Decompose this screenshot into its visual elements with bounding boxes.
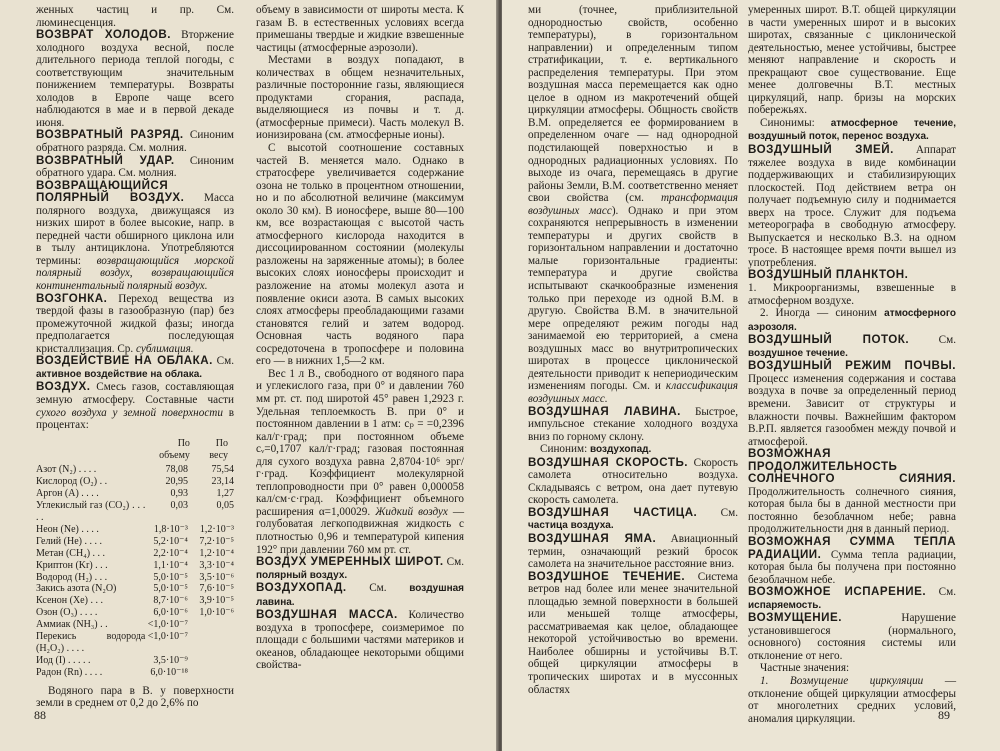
table-cell: Перекись водорода (H₂O₂) . . . . — [36, 631, 146, 654]
entry-headword: ВОЗМОЖНОЕ ИСПАРЕНИЕ. — [748, 585, 927, 599]
table-row — [36, 595, 234, 607]
table-row — [36, 667, 234, 679]
table-cell: 5,2·10⁻⁴ — [153, 535, 188, 547]
entry-headword: ВОЗДУШНЫЙ ПОТОК. — [748, 333, 910, 347]
table-cell: Радон (Rn) . . . . — [36, 666, 103, 678]
table-cell: 3,9·10⁻⁵ — [199, 595, 234, 607]
paragraph-text: ми (точнее, приблизительной однородностью свойств, особенно температуры), в горизонтальном направлении) и определенным типом стратификации, т. е. вертикального распределения температуры. При этом воздушная масса перемещается как одно целое в одном из макротечений общей циркуляции атмосферы. Общность свойств В.М. определяется ее формированием в определенном очаге — над однородной подстилающей поверхностью и в однородных радиационных условиях. По выходе из очага, перемещаясь в другие районы Земли, В.М. соответственно меняет свои свойства (см. — [528, 4, 738, 205]
entry-definition: Смесь газов, составляющая земную атмосферу. Составные части — [36, 381, 234, 406]
table-header: По весу — [209, 437, 228, 461]
entry-headword: ВОЗМОЖНАЯ СУММА ТЕПЛА РАДИАЦИИ. — [748, 534, 956, 561]
entry-cross-reference: атмосферного аэрозоля. — [748, 308, 957, 333]
dictionary-entry — [36, 129, 234, 154]
table-row — [36, 619, 234, 631]
table-cell: 0,03 — [170, 500, 188, 512]
dictionary-entry — [36, 293, 234, 356]
table-cell: 1,2·10⁻⁴ — [199, 547, 234, 559]
paragraph-text: ). Однако и при этом сохраняются непрерывность в изменении температуры и других свойств в горизонтальном направлении и достаточно малые горизонтальные градиенты: температура и другие свойства испытывают скачкообразные изменения только при переходе из одной В.М. в другую. Свойства В.М. в значительной мере определяют режим погоды над занимаемой ею территорией, а смена воздушных масс во внутритропических широтах в процессе циклонической деятельности приводит к непериодическим изменениям погоды. См. и — [528, 204, 738, 393]
table-cell: 8,7·10⁻⁶ — [153, 595, 188, 607]
dictionary-entry — [748, 536, 956, 586]
table-cell: 23,14 — [211, 476, 234, 488]
text-paragraph: женных частиц и пр. См. люминесценция. — [36, 4, 234, 29]
entry-definition: Система ветров над более или менее значительной площадью земной поверхности в большей или меньшей толще атмосферы, рассматриваемая как целое, обладающее некоторой устойчивостью во времени. Наиболее обширны и устойчивы В.Т. общей циркуляции атмосферы в тропических широтах и в муссонных областях — [528, 570, 738, 696]
dictionary-entry — [256, 582, 464, 609]
entry-headword: ВОЗДЕЙСТВИЕ НА ОБЛАКА. — [36, 354, 213, 368]
entry-sense — [748, 307, 956, 334]
table-header: По объему — [159, 437, 190, 461]
table-row — [36, 583, 234, 595]
entry-headword: ВОЗДУШНЫЙ РЕЖИМ ПОЧВЫ. — [748, 359, 956, 373]
table-cell: 1,8·10⁻³ — [153, 523, 188, 535]
entry-italic-terms: возвращающийся морской полярный воздух, возвращающийся континентальный полярный воздух. — [36, 254, 235, 293]
dictionary-entry — [36, 29, 234, 129]
table-header-row — [36, 438, 234, 465]
entry-see: Синоним: — [540, 443, 588, 456]
dictionary-entry — [748, 448, 956, 536]
table-row — [36, 536, 234, 548]
entry-cross-reference: воздушное течение. — [748, 347, 848, 359]
dictionary-entry — [36, 355, 234, 381]
entry-headword: ВОЗДУШНАЯ СКОРОСТЬ. — [528, 455, 689, 469]
entry-italic-term: Жидкий воздух — [375, 505, 448, 518]
left-page-column-2 — [256, 4, 464, 672]
entry-headword: ВОЗВРАТНЫЙ РАЗРЯД. — [36, 128, 184, 142]
entry-definition: Аппарат тяжелее воздуха в виде комбинации поддерживающих и стабилизирующих плоскостей. Под действием ветра он получает подъемную силу и поднимается вверх на тросе. Служит для подъема метеорографа в свободную атмосферу. Выпускается и несколько В.З. на одном тросе. В настоящее время почти вышел из употребления. — [748, 144, 956, 269]
entry-headword: ВОЗДУШНЫЙ ПЛАНКТОН. — [748, 268, 909, 282]
dictionary-entry — [36, 381, 234, 431]
entry-headword: ВОЗДУШНАЯ ЧАСТИЦА. — [528, 505, 698, 519]
dictionary-entry — [256, 556, 464, 582]
dictionary-entry — [748, 360, 956, 448]
entry-definition: Переход вещества из твердой фазы в газообразную (пар) без промежуточной жидкой фазы; иногда предполагается последующая кристаллизация. Ср. — [36, 292, 234, 355]
entry-definition: Количество воздуха в тропосфере, соизмеримое по площади с большими частями материков и океанов, обладающее некоторыми общими свойства- — [256, 609, 464, 672]
paragraph-text: — отклонение общей циркуляции атмосферы от многолетних средних условий, аномалия циркуляции. — [748, 674, 957, 725]
table-cell — [196, 619, 234, 631]
table-cell: 7,2·10⁻⁵ — [199, 535, 234, 547]
paragraph-text: 2. Иногда — синоним — [760, 307, 877, 320]
entry-headword: ВОЗВРАЩАЮЩИЙСЯ ПОЛЯРНЫЙ ВОЗДУХ. — [36, 178, 185, 205]
table-row — [36, 464, 234, 476]
table-cell: 75,54 — [211, 464, 234, 476]
table-header — [36, 438, 145, 465]
entry-sense: 1. Микроорганизмы, взвешенные в атмосферном воздухе. — [748, 282, 956, 307]
table-cell: Гелий (He) . . . . — [36, 535, 102, 547]
table-cell: Аммиак (NH₃) . . — [36, 619, 108, 631]
table-row — [36, 572, 234, 584]
table-cell: 5,0·10⁻⁵ — [153, 583, 188, 595]
table-cell: Закись азота (N₂O) — [36, 583, 117, 595]
table-cell: Иод (I) . . . . . — [36, 654, 91, 666]
entry-definition-tail: в процентах: — [36, 406, 234, 432]
table-cell: 5,0·10⁻⁵ — [153, 571, 188, 583]
right-page-column-2 — [748, 4, 956, 725]
table-cell: 0,05 — [216, 500, 234, 512]
table-cell: Кислород (O₂) . . — [36, 476, 108, 488]
text-paragraph: С высотой соотношение составных частей В. меняется мало. Однако в стратосфере увеличивается содержание озона не только в процентном отношении, но и по абсолютной величине (максимум около 30 км). В ионосфере, выше 80—100 км, все возрастающая с высотой часть атмосферного кислорода находится в диссоциированном состоянии (молекулы разложены на заряженные атомы); в более высоких слоях ионосферы происходит и разложение на атомы молекул азота и появление окиси азота. В самых высоких слоях атмосферы преобладающими газами становятся гелий и затем водород. Основная часть водяного пара сосредоточена в тропосфере и половина его — в нижних 1,5—2 км. — [256, 142, 464, 368]
entry-definition: Вторжение холодного воздуха весной, после длительного периода теплой погоды, с соответствующим значительным понижением температуры. Возвраты холодов в Европе чаще всего наблюдаются в мае и в первой декаде июня. — [36, 29, 234, 129]
entry-headword: ВОЗМОЖНАЯ ПРОДОЛЖИТЕЛЬНОСТЬ СОЛНЕЧНОГО СИЯНИЯ. — [748, 447, 956, 486]
paragraph-text: — голубоватая легкоподвижная жидкость с плотностью 0,96 и температурой кипения 192° при давлении 760 мм рт. ст. — [256, 505, 465, 556]
table-cell: 20,95 — [165, 476, 188, 488]
text-paragraph: Водяного пара в В. у поверхности земли в среднем от 0,2 до 2,6% по — [36, 684, 234, 710]
table-cell: Азот (N₂) . . . . — [36, 464, 97, 476]
entry-headword: ВОЗВРАТНЫЙ УДАР. — [36, 153, 175, 167]
entry-definition: Быстрое, импульсное стекание холодного воздуха вниз по горному склону. — [528, 405, 738, 443]
entry-definition: Скорость самолета относительно воздуха. Складываясь с ветром, она дает путевую скорость самолета. — [528, 456, 738, 507]
entry-cross-reference: полярный воздух. — [256, 569, 348, 581]
table-row — [36, 655, 234, 667]
entry-definition: Авиационный термин, означающий резкий бросок самолета на значительное расстояние вниз. — [528, 532, 738, 571]
entry-cross-reference: атмосферное течение, воздушный поток, перенос воздуха. — [748, 117, 956, 143]
table-cell: 0,93 — [170, 488, 188, 500]
entry-headword: ВОЗДУШНЫЙ ЗМЕЙ. — [748, 143, 894, 157]
table-cell: <1,0·10⁻⁷ — [147, 631, 188, 643]
entry-see: См. — [446, 556, 464, 569]
entry-see: См. — [938, 586, 957, 599]
dictionary-entry — [36, 180, 234, 293]
table-row — [36, 631, 234, 655]
table-row — [36, 488, 234, 500]
table-row — [36, 548, 234, 560]
entry-cross-reference: частица воздуха. — [528, 520, 614, 532]
table-cell: 3,5·10⁻⁶ — [199, 571, 234, 583]
table-row — [36, 524, 234, 536]
entry-cross-reference: активное воздействие на облака. — [36, 368, 203, 380]
entry-headword: ВОЗВРАТ ХОЛОДОВ. — [36, 28, 171, 42]
dictionary-entry — [256, 609, 464, 672]
text-paragraph — [528, 4, 738, 406]
dictionary-entry — [36, 155, 234, 180]
entry-sense — [748, 675, 956, 725]
air-composition-table — [36, 438, 234, 679]
entry-cross-reference: трансформация воздушных масс — [528, 192, 738, 217]
entry-headword: ВОЗДУШНАЯ ЯМА. — [528, 531, 657, 545]
entry-headword: ВОЗДУХ. — [36, 380, 91, 394]
dictionary-entry — [528, 533, 738, 571]
entry-synonym — [748, 117, 956, 144]
table-cell: 78,08 — [165, 464, 188, 476]
entry-headword: ВОЗДУШНАЯ МАССА. — [256, 608, 398, 622]
entry-see: См. — [720, 506, 738, 519]
entry-headword: ВОЗДУШНАЯ ЛАВИНА. — [528, 404, 681, 418]
table-cell: 1,1·10⁻⁴ — [153, 559, 188, 571]
table-cell — [196, 631, 234, 655]
dictionary-entry — [748, 612, 956, 662]
entry-cross-reference: воздушная лавина. — [256, 583, 464, 608]
right-page-column-1 — [528, 4, 738, 696]
table-cell: Аргон (A) . . . . — [36, 488, 99, 500]
table-cell: 6,0·10⁻⁶ — [153, 607, 188, 619]
entry-synonym — [528, 443, 738, 457]
table-cell: Ксенон (Xe) . . . — [36, 595, 103, 607]
entry-headword: ВОЗМУЩЕНИЕ. — [748, 611, 842, 625]
dictionary-entry — [528, 457, 738, 507]
paragraph-text: Вес 1 л В., свободного от водяного пара и углекислого газа, при 0° и давлении 760 мм рт. ст. под широтой 45° равен 1,2923 г. Удельная теплоемкость В. при 0° и постоянном давлении в 1 атм: cₚ = =0,2396 кал/г·град; при постоянном объеме cᵥ=0,1707 кал/г·град; газовая постоянная для сухого воздуха равна 2,8704·10⁶ эрг/г·град. Коэффициент молекулярной теплопроводности при 0° равен 0,000058 кал/см·с·град. Коэффициент объемного расширения α=1,00029. — [256, 367, 464, 518]
table-cell: 3,5·10⁻⁹ — [153, 654, 188, 666]
entry-definition: Процесс изменения содержания и состава воздуха в почве за определенный период времени. Зависит от структуры и влажности почвы. Важнейшим фактором В.Р.П. является газообмен между почвой и атмосферой. — [748, 372, 956, 448]
text-paragraph: умеренных широт. В.Т. общей циркуляции в части умеренных широт и в высоких широтах, связанные с циклонической деятельностью, менее устойчивы, быстрее меняют направление и скорость и прекращают свое существование. Еще менее долговечны В.Т. местных циркуляций, напр. бризы на морских побережьях. — [748, 4, 956, 117]
entry-headword: ВОЗДУХОПАД. — [256, 581, 347, 595]
table-row — [36, 607, 234, 619]
entry-see: См. — [369, 582, 387, 595]
text-paragraph — [256, 368, 464, 556]
page-number: 88 — [34, 708, 46, 722]
text-paragraph: Местами в воздух попадают, в количествах в общем незначительных, различные посторонние газы, являющиеся продуктами сгорания, распада, выделяющиеся из почвы и т. д. (атмосферные примеси). Часть молекул В. ионизирована (см. атмосферные ионы). — [256, 54, 464, 142]
dictionary-entry — [748, 586, 956, 612]
dictionary-entry — [748, 334, 956, 360]
entry-definition: Сумма тепла радиации, которая была бы получена при постоянно безоблачном небе. — [748, 548, 957, 586]
dictionary-entry — [748, 144, 956, 269]
table-row — [36, 500, 234, 524]
table-cell: 2,2·10⁻⁴ — [153, 547, 188, 559]
entry-see: См. — [938, 334, 956, 347]
table-cell: 7,6·10⁻⁵ — [199, 583, 234, 595]
entry-cross-reference: воздухопад. — [590, 444, 652, 456]
table-cell — [196, 667, 234, 679]
entry-definition: Продолжительность солнечного сияния, которая была бы в данной местности при постоянно безоблачном небе; равна продолжительности дня в данный период. — [748, 485, 956, 536]
left-page-column-1 — [36, 4, 234, 710]
table-cell: 1,2·10⁻³ — [199, 523, 234, 535]
table-cell — [196, 655, 234, 667]
dictionary-entry — [528, 406, 738, 444]
table-cell: Неон (Ne) . . . . — [36, 523, 99, 535]
entry-cross-reference: классификация воздушных масс. — [528, 380, 738, 405]
entry-see: Синонимы: — [760, 116, 815, 129]
right-page — [502, 0, 1000, 751]
entry-definition: Нарушение установившегося (нормального, основного) состояния системы или отклонение от него. — [748, 612, 956, 662]
table-cell: 6,0·10⁻¹⁸ — [150, 666, 188, 678]
entry-cross-reference: испаряемость. — [748, 599, 822, 611]
entry-italic-term: 1. Возмущение циркуляции — [760, 674, 924, 687]
dictionary-entry — [528, 571, 738, 696]
table-cell: Углекислый газ (CO₂) . . . . . — [36, 500, 146, 524]
table-cell: <1,0·10⁻⁷ — [147, 619, 188, 631]
entry-subheading: Частные значения: — [760, 662, 850, 675]
table-cell: 1,27 — [216, 488, 234, 500]
table-row — [36, 476, 234, 488]
entry-headword: ВОЗДУХ УМЕРЕННЫХ ШИРОТ. — [256, 555, 444, 569]
dictionary-entry — [748, 269, 956, 282]
left-page — [0, 0, 498, 751]
table-cell: Криптон (Kr) . . . — [36, 559, 108, 571]
entry-definition: Синоним обратного удара. См. молния. — [36, 154, 234, 180]
entry-italic-phrase: сухого воздуха у земной поверхности — [36, 406, 223, 419]
entry-see: См. — [216, 355, 234, 368]
entry-headword: ВОЗГОНКА. — [36, 291, 108, 305]
dictionary-entry — [528, 507, 738, 533]
table-row — [36, 560, 234, 572]
entry-cross-reference: сублимация. — [135, 342, 194, 355]
entry-definition: Масса полярного воздуха, движущаяся из низких широт в более высокие, напр. в передней части обширного циклона или в тылу антициклона. Употребляются термины: — [36, 192, 234, 267]
entry-definition: Синоним обратного разряда. См. молния. — [36, 129, 235, 155]
table-cell: Озон (O₃) . . . . — [36, 607, 98, 619]
page-number: 89 — [938, 708, 950, 722]
table-cell: Водород (H₂) . . . — [36, 571, 108, 583]
table-cell: 3,3·10⁻⁴ — [199, 559, 234, 571]
text-paragraph: объему в зависимости от широты места. К газам В. в естественных условиях всегда примешаны твердые и жидкие взвешенные частицы (атмосферные аэрозоли). — [256, 4, 464, 54]
table-cell: 1,0·10⁻⁶ — [199, 607, 234, 619]
entry-headword: ВОЗДУШНОЕ ТЕЧЕНИЕ. — [528, 569, 686, 583]
table-cell: Метан (CH₄) . . . — [36, 547, 106, 559]
